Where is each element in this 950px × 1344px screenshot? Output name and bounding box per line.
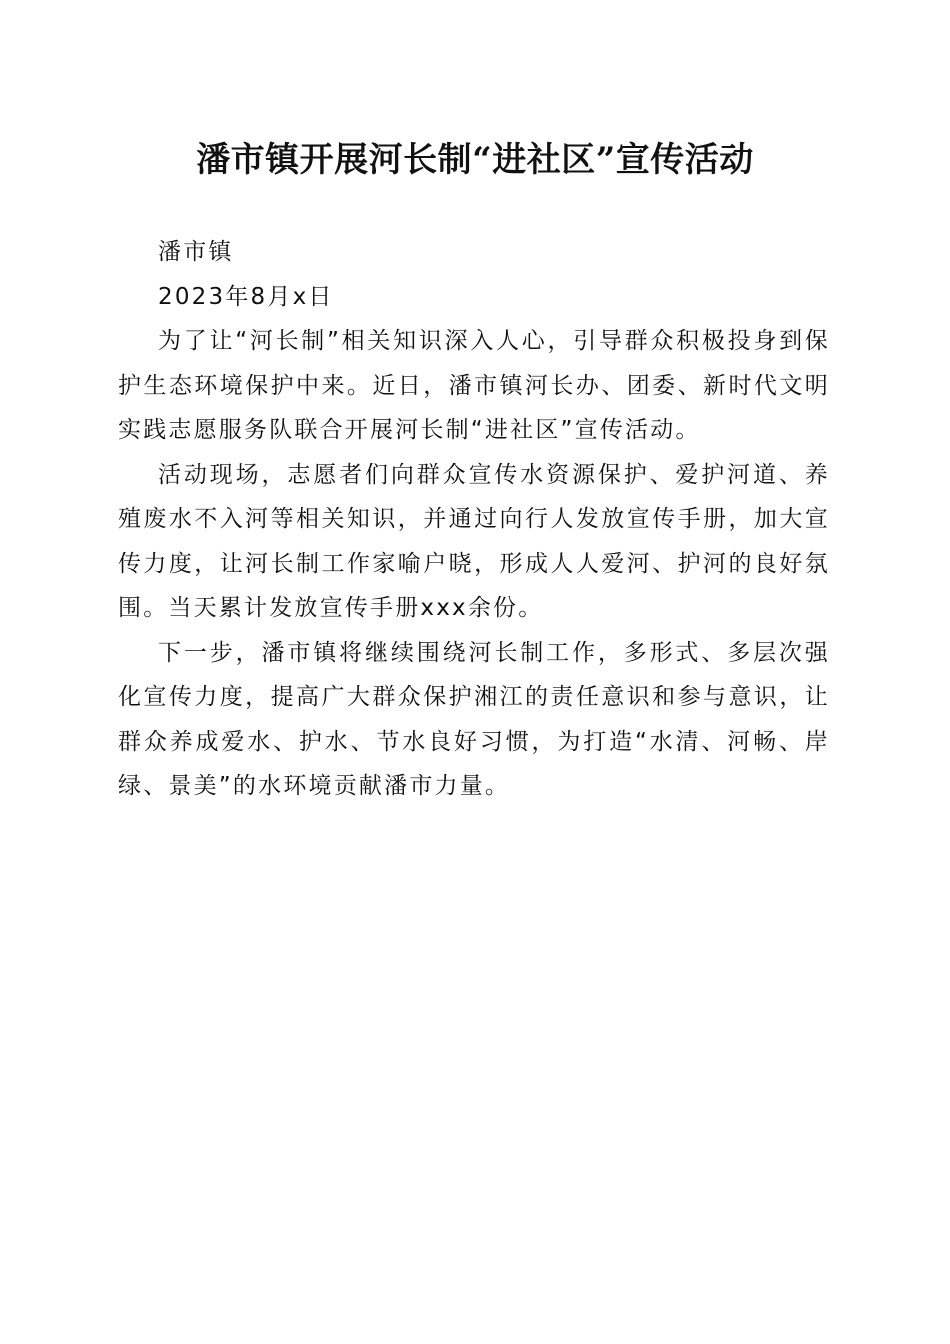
document-title: 潘市镇开展河长制“进社区”宣传活动 — [196, 140, 754, 180]
author-line: 潘市镇 — [158, 239, 234, 265]
date-line: 2023年8月x日 — [158, 283, 334, 310]
paragraph-1: 为了让“河长制”相关知识深入人心，引导群众积极投身到保护生态环境保护中来。近日，潘市镇河长办、团委、新时代文明实践志愿服务队联合开展河长制“进社区”宣传活动。 — [118, 328, 830, 443]
paragraph-2: 活动现场，志愿者们向群众宣传水资源保护、爱护河道、养殖废水不入河等相关知识，并通过向行人发放宣传手册，加大宣传力度，让河长制工作家喻户晓，形成人人爱河、护河的良好氛围。当天累计发放宣传手册xxx余份。 — [118, 461, 830, 621]
paragraph-3: 下一步，潘市镇将继续围绕河长制工作，多形式、多层次强化宣传力度，提高广大群众保护湘江的责任意识和参与意识，让群众养成爱水、护水、节水良好习惯，为打造“水清、河畅、岸绿、景美”的水环境贡献潘市力量。 — [118, 639, 830, 799]
document-body — [118, 230, 830, 809]
